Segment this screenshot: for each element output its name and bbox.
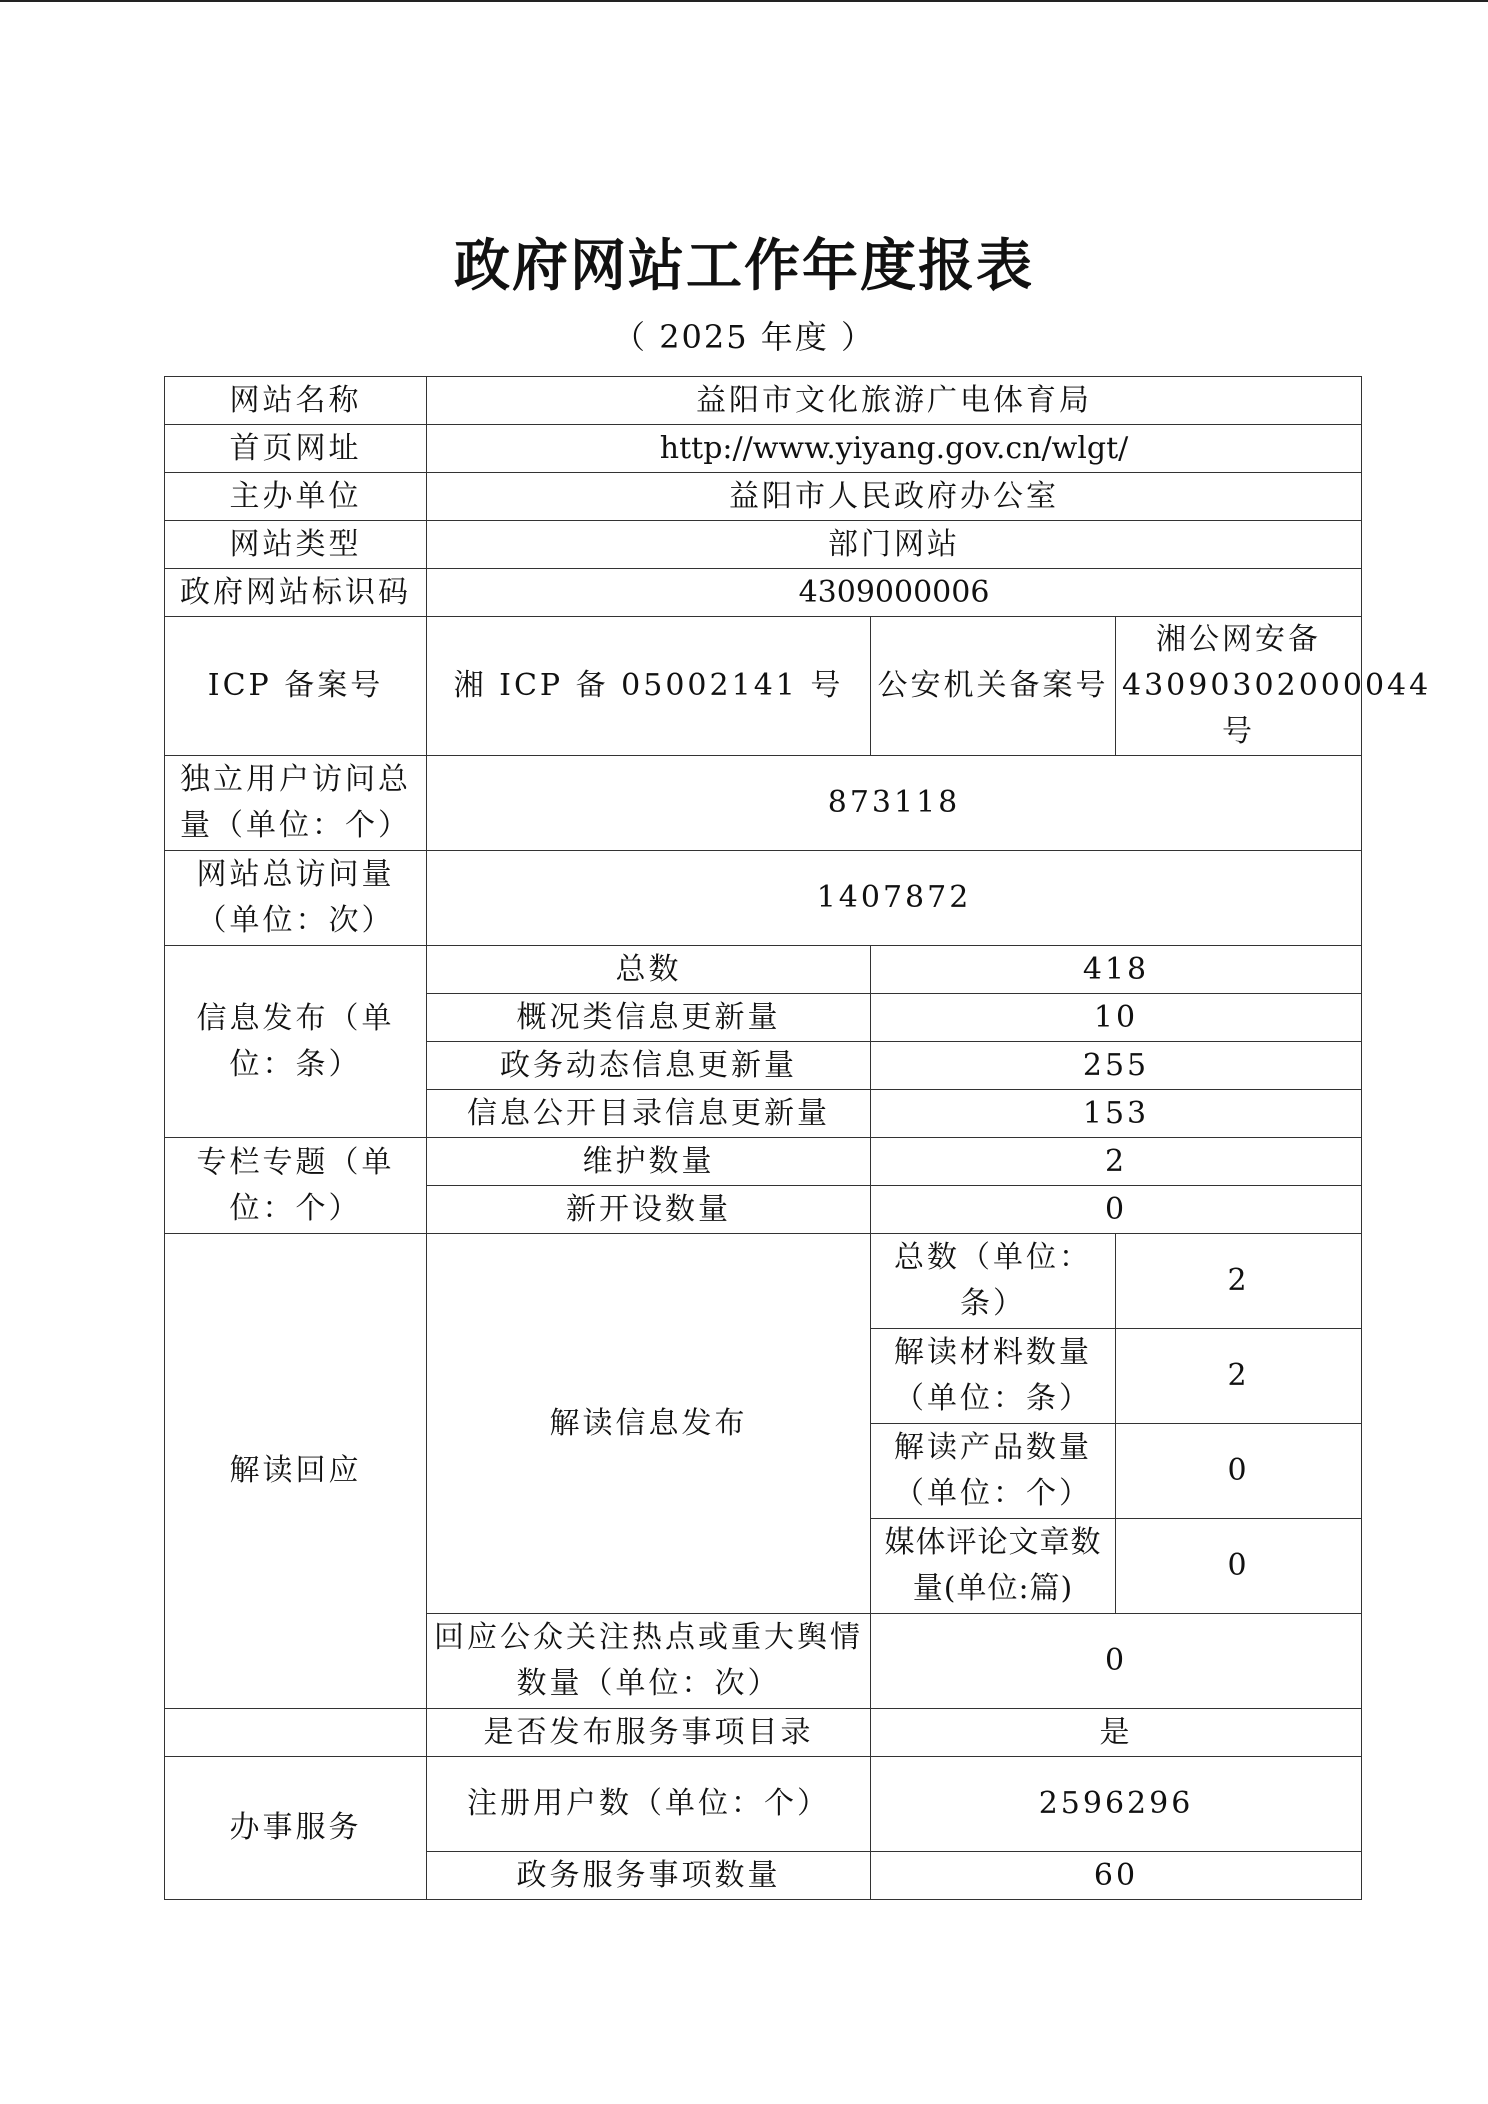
interpretation-item-value: 2 [1116, 1234, 1362, 1329]
row-homepage [165, 425, 1362, 473]
interpretation-item-value: 0 [1116, 1519, 1362, 1614]
sponsor-label: 主办单位 [165, 473, 427, 521]
report-table [164, 376, 1432, 1900]
services-item-value: 是 [871, 1709, 1362, 1757]
site-name-value: 益阳市文化旅游广电体育局 [427, 377, 1362, 425]
services-item-label: 政务服务事项数量 [427, 1852, 871, 1900]
unique-visitors-value: 873118 [427, 756, 1362, 851]
services-item-label: 是否发布服务事项目录 [427, 1709, 871, 1757]
columns-item-value: 2 [871, 1138, 1362, 1186]
columns-item-label: 新开设数量 [427, 1186, 871, 1234]
police-record-value: 湘公网安备 43090302000044 号 [1116, 617, 1362, 756]
response-value: 0 [871, 1614, 1362, 1709]
page-title: 政府网站工作年度报表 [454, 233, 1034, 299]
row-interpretation-1 [165, 1234, 1362, 1329]
services-item-label: 注册用户数（单位：个） [427, 1757, 871, 1852]
top-border-line [0, 0, 1488, 2]
site-code-value: 4309000006 [427, 569, 1362, 617]
row-site-name [165, 377, 1362, 425]
unique-visitors-label: 独立用户访问总量（单位：个） [165, 756, 427, 851]
row-services-1 [165, 1709, 1362, 1757]
interpretation-sub-label: 解读信息发布 [427, 1234, 871, 1614]
info-release-item-value: 255 [871, 1042, 1362, 1090]
row-total-visits [165, 851, 1362, 946]
info-release-item-value: 153 [871, 1090, 1362, 1138]
row-unique-visitors [165, 756, 1362, 851]
info-release-item-label: 概况类信息更新量 [427, 994, 871, 1042]
columns-item-label: 维护数量 [427, 1138, 871, 1186]
info-release-item-label: 信息公开目录信息更新量 [427, 1090, 871, 1138]
columns-item-value: 0 [871, 1186, 1362, 1234]
info-release-item-value: 10 [871, 994, 1362, 1042]
row-columns-1 [165, 1138, 1362, 1186]
total-visits-value: 1407872 [427, 851, 1362, 946]
interpretation-label: 解读回应 [165, 1234, 427, 1709]
interpretation-item-label: 解读产品数量（单位：个） [871, 1424, 1116, 1519]
interpretation-item-label: 媒体评论文章数量(单位:篇) [871, 1519, 1116, 1614]
police-record-label: 公安机关备案号 [871, 617, 1116, 756]
row-sponsor [165, 473, 1362, 521]
services-item-value: 60 [871, 1852, 1362, 1900]
interpretation-item-value: 0 [1116, 1424, 1362, 1519]
services-label: 办事服务 [165, 1757, 427, 1900]
response-label: 回应公众关注热点或重大舆情数量（单位：次） [427, 1614, 871, 1709]
site-code-label: 政府网站标识码 [165, 569, 427, 617]
homepage-label: 首页网址 [165, 425, 427, 473]
homepage-value: http://www.yiyang.gov.cn/wlgt/ [427, 425, 1362, 473]
interpretation-item-label: 解读材料数量（单位：条） [871, 1329, 1116, 1424]
total-visits-label: 网站总访问量（单位：次） [165, 851, 427, 946]
site-type-value: 部门网站 [427, 521, 1362, 569]
columns-label: 专栏专题（单位：个） [165, 1138, 427, 1234]
services-item-value: 2596296 [871, 1757, 1362, 1852]
site-type-label: 网站类型 [165, 521, 427, 569]
icp-label: ICP 备案号 [165, 617, 427, 756]
interpretation-item-label: 总数（单位：条） [871, 1234, 1116, 1329]
row-icp [165, 617, 1362, 756]
info-release-item-value: 418 [871, 946, 1362, 994]
row-site-code [165, 569, 1362, 617]
row-site-type [165, 521, 1362, 569]
info-release-item-label: 政务动态信息更新量 [427, 1042, 871, 1090]
info-release-label: 信息发布（单位：条） [165, 946, 427, 1138]
interpretation-item-value: 2 [1116, 1329, 1362, 1424]
row-info-release-1 [165, 946, 1362, 994]
sponsor-value: 益阳市人民政府办公室 [427, 473, 1362, 521]
site-name-label: 网站名称 [165, 377, 427, 425]
page-subtitle: （ 2025 年度 ） [613, 318, 875, 356]
services-empty-cell [165, 1709, 427, 1757]
icp-value: 湘 ICP 备 05002141 号 [427, 617, 871, 756]
row-services-2 [165, 1757, 1362, 1852]
info-release-item-label: 总数 [427, 946, 871, 994]
